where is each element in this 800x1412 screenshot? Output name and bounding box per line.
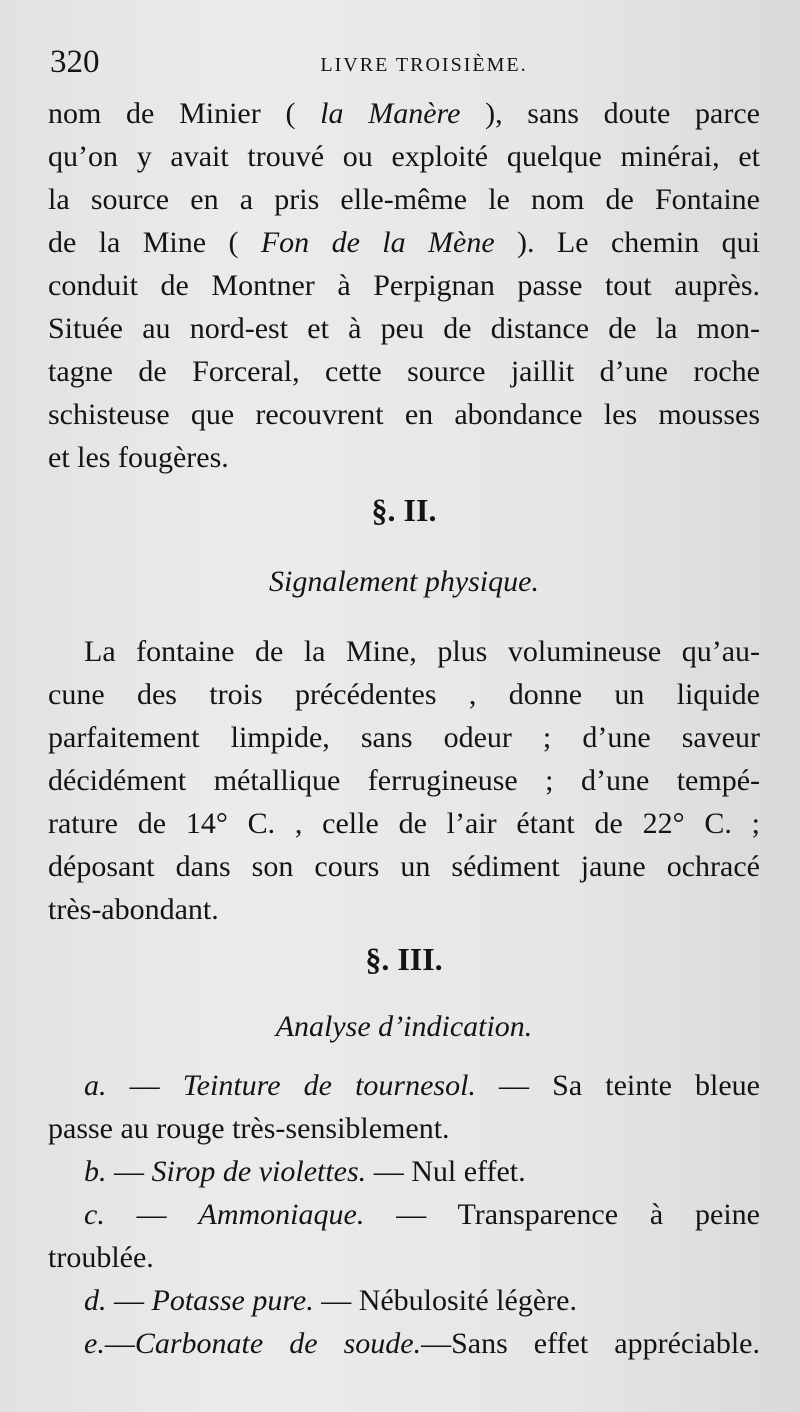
text-line: Située au nord-est et à peu de distance de la mon-	[48, 312, 760, 345]
analysis-item-a-cont: passe au rouge très-sensiblement.	[48, 1112, 450, 1145]
text-line: nom de Minier ( la Manère ), sans doute parce	[48, 97, 760, 130]
section-3	[48, 938, 760, 1048]
paragraph-1	[48, 92, 760, 479]
page-number: 320	[50, 44, 100, 80]
analysis-list	[48, 1064, 760, 1365]
paragraph-2	[48, 630, 760, 931]
section-subtitle: Signalement physique.	[269, 565, 539, 598]
text-line: schisteuse que recouvrent en abondance les mousses	[48, 398, 760, 431]
section-subtitle: Analyse d’indication.	[275, 1010, 533, 1043]
text-line: la source en a pris elle-même le nom de Fontaine	[48, 183, 760, 216]
text-line: et les fougères.	[48, 441, 229, 474]
section-heading: §. II.	[371, 492, 437, 528]
text-line: déposant dans son cours un sédiment jaune ochracé	[48, 850, 760, 883]
text-line: tagne de Forceral, cette source jaillit d’une roche	[48, 355, 760, 388]
analysis-item-c: c. — Ammoniaque. — Transparence à peine	[84, 1198, 760, 1231]
text-line: très-abondant.	[48, 893, 219, 926]
analysis-item-d: d. — Potasse pure. — Nébulosité légère.	[84, 1284, 577, 1317]
analysis-item-a: a. — Teinture de tournesol. — Sa teinte bleue	[84, 1069, 760, 1102]
text-line: qu’on y avait trouvé ou exploité quelque minérai, et	[48, 140, 760, 173]
text-line: La fontaine de la Mine, plus volumineuse qu’au-	[84, 635, 760, 668]
text-line: de la Mine ( Fon de la Mène ). Le chemin qui	[48, 226, 760, 259]
analysis-item-c-cont: troublée.	[48, 1241, 154, 1274]
section-heading: §. III.	[365, 941, 443, 977]
text-line: parfaitement limpide, sans odeur ; d’une saveur	[48, 721, 760, 754]
analysis-item-b: b. — Sirop de violettes. — Nul effet.	[84, 1155, 526, 1188]
section-2	[48, 489, 760, 603]
running-head: LIVRE TROISIÈME.	[320, 54, 528, 76]
text-line: cune des trois précédentes , donne un liquide	[48, 678, 760, 711]
text-line: rature de 14° C. , celle de l’air étant de 22° C. ;	[48, 807, 760, 840]
page-header	[48, 44, 760, 84]
text-line: décidément métallique ferrugineuse ; d’une tempé-	[48, 764, 760, 797]
analysis-item-e: e.—Carbonate de soude.—Sans effet appréciable.	[84, 1327, 760, 1360]
text-line: conduit de Montner à Perpignan passe tout auprès.	[48, 269, 760, 302]
